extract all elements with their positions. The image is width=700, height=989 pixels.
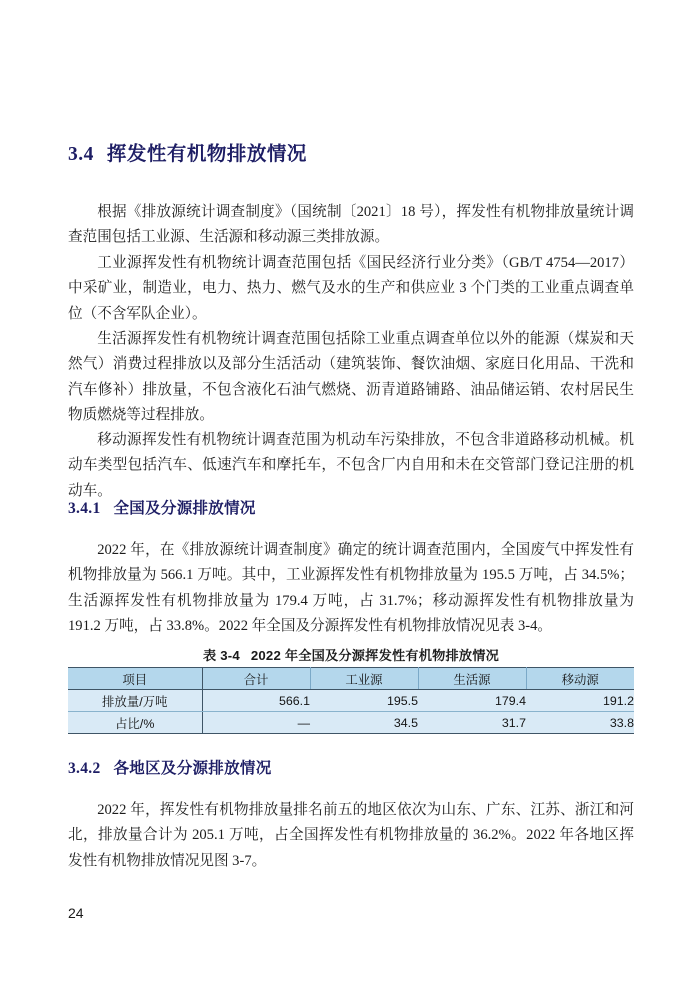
subsection-heading-3-4-1	[68, 500, 634, 519]
table-cell-0-3: 191.2	[526, 690, 634, 712]
subsection-title: 全国及分源排放情况	[113, 500, 256, 517]
section-paragraph-4: 移动源挥发性有机物统计调查范围为机动车污染排放，不包含非道路移动机械。机动车类型包括汽车、低速汽车和摩托车，不包含厂内自用和未在交管部门登记注册的机动车。	[68, 432, 634, 499]
table-caption-label: 表 3-4	[202, 648, 240, 663]
table-cell-0-2: 179.4	[418, 690, 526, 712]
subsection-number: 3.4.1	[68, 500, 101, 517]
table-header-cell-3: 生活源	[418, 668, 526, 690]
table-cell-0-0: 566.1	[202, 690, 310, 712]
table-cell-1-1: 34.5	[310, 712, 418, 734]
section-paragraph-1: 根据《排放源统计调查制度》（国统制〔2021〕18 号），挥发性有机物排放量统计调查范围包括工业源、生活源和移动源三类排放源。	[68, 204, 634, 246]
section-paragraph-3: 生活源挥发性有机物统计调查范围包括除工业重点调查单位以外的能源（煤炭和天然气）消费过程排放以及部分生活活动（建筑装饰、餐饮油烟、家庭日化用品、干洗和汽车修补）排放量，不包含液化石油气燃烧、沥青道路铺路、油品储运销、农村居民生物质燃烧等过程排放。	[68, 331, 634, 423]
subsection-1-paragraph: 2022 年，在《排放源统计调查制度》确定的统计调查范围内，全国废气中挥发性有机物排放量为 566.1 万吨。其中，工业源挥发性有机物排放量为 195.5 万吨，占 34.5%；生活源挥发性有机物排放量为 179.4 万吨，占 31.7%；移动源挥发性有机物排放量为 191.2 万吨，占 33.8%。2022 年全国及分源挥发性有机物排放情况见表 3-4。	[68, 542, 634, 634]
table-row	[68, 690, 634, 712]
subsection-title: 各地区及分源排放情况	[113, 760, 272, 777]
table-cell-1-3: 33.8	[526, 712, 634, 734]
section-paragraph-2: 工业源挥发性有机物统计调查范围包括《国民经济行业分类》（GB/T 4754—2017）中采矿业，制造业，电力、热力、燃气及水的生产和供应业 3 个门类的工业重点调查单位（不含军队企业）。	[68, 255, 634, 322]
table-caption-title: 2022 年全国及分源挥发性有机物排放情况	[250, 648, 500, 663]
table-header-row	[68, 668, 634, 690]
table-3-4	[68, 667, 634, 734]
table-caption	[68, 645, 634, 664]
table-header-cell-4: 移动源	[526, 668, 634, 690]
subsection-2-paragraph: 2022 年，挥发性有机物排放量排名前五的地区依次为山东、广东、江苏、浙江和河北，排放量合计为 205.1 万吨，占全国挥发性有机物排放量的 36.2%。2022 年各地区挥发性有机物排放情况见图 3-7。	[68, 802, 634, 869]
table-cell-0-1: 195.5	[310, 690, 418, 712]
table-header-cell-2: 工业源	[310, 668, 418, 690]
table-row-label-0: 排放量/万吨	[68, 690, 202, 712]
table-row	[68, 712, 634, 734]
table-header-cell-1: 合计	[202, 668, 310, 690]
table-cell-1-2: 31.7	[418, 712, 526, 734]
table-cell-1-0: —	[202, 712, 310, 734]
table-header-cell-0: 项目	[68, 668, 202, 690]
table-row-label-1: 占比/%	[68, 712, 202, 734]
section-number: 3.4	[68, 144, 94, 165]
subsection-heading-3-4-2	[68, 760, 634, 779]
subsection-number: 3.4.2	[68, 760, 101, 777]
page-number: 24	[68, 905, 84, 921]
section-heading-3-4	[68, 143, 634, 166]
section-title: 挥发性有机物排放情况	[106, 144, 307, 165]
